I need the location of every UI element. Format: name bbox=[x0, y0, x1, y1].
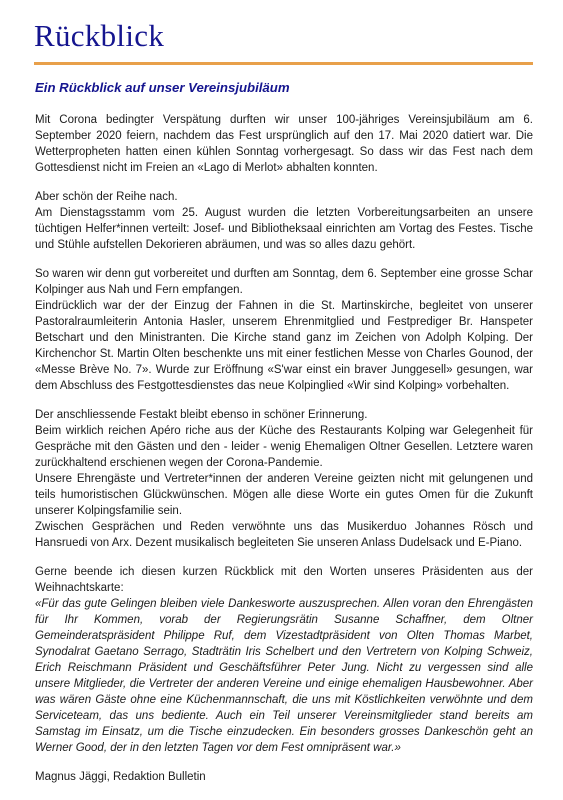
paragraph-line: So waren wir denn gut vorbereitet und durften am Sonntag, dem 6. September eine grosse Schar Kolpinger aus Nah und Fern empfangen. bbox=[35, 268, 533, 296]
paragraph-line: Mit Corona bedingter Verspätung durften wir unser 100-jähriges Vereinsjubiläum am 6. September 2020 feiern, nachdem das Fest ursprünglich auf den 17. Mai 2020 datiert war. Die Wetterpropheten hatten einen kühlen Sonntag vorhergesagt. So dass wir das Fest nach dem Gottesdienst nicht im Freien an «Lago di Merlot» abhalten konnten. bbox=[35, 114, 533, 174]
paragraph-line: Unsere Ehrengäste und Vertreter*innen der anderen Vereine geizten nicht mit gelungenen und teils humoristischen Glückwünschen. Mögen alle diese Worte ein gutes Omen für die Zukunft unserer Kolpingsfamilie sein. bbox=[35, 473, 533, 517]
paragraph-festakt bbox=[35, 407, 533, 551]
paragraph-line: Beim wirklich reichen Apéro riche aus der Küche des Restaurants Kolping war Gelegenheit für Gespräche mit den Gästen und den - leider - wenig Ehemaligen Oltner Gesellen. Letztere waren zurückhaltend erschienen wegen der Corona-Pandemie. bbox=[35, 425, 533, 469]
paragraph-line: Aber schön der Reihe nach. bbox=[35, 191, 178, 203]
paragraph-line: Der anschliessende Festakt bleibt ebenso in schöner Erinnerung. bbox=[35, 409, 368, 421]
article-subtitle: Ein Rückblick auf unser Vereinsjubiläum bbox=[35, 80, 290, 95]
closing-intro: Gerne beende ich diesen kurzen Rückblick mit den Worten unseres Präsidenten aus der Weihnachtskarte: bbox=[35, 566, 533, 594]
paragraph-preparation bbox=[35, 189, 533, 253]
paragraph-line: Zwischen Gesprächen und Reden verwöhnte uns das Musikerduo Johannes Rösch und Hansruedi von Arx. Dezent musikalisch begleiteten Sie unseren Anlass Dudelsack und E-Piano. bbox=[35, 521, 533, 549]
paragraph-intro bbox=[35, 112, 533, 176]
paragraph-closing bbox=[35, 564, 533, 756]
article-body bbox=[35, 80, 533, 798]
paragraph-line: Am Dienstagsstamm vom 25. August wurden die letzten Vorbereitungsarbeiten an unsere tüchtigen Helfer*innen verteilt: Josef- und Bibliotheksaal einrichten am Vortag des Festes. Tische und Stühle aufstellen Dekorieren abräumen, und was so alles dazu gehört. bbox=[35, 207, 533, 251]
title-underline bbox=[34, 62, 533, 65]
page-title: Rückblick bbox=[34, 18, 165, 53]
president-quote: «Für das gute Gelingen bleiben viele Dankesworte auszusprechen. Allen voran den Ehrengästen für Ihr Kommen, vorab der Regierungsrätin Susanne Schaffner, dem Oltner Gemeinderatspräsident Philippe Ruf, dem Vizestadtpräsident von Olten Thomas Marbet, Synodalrat Gaetano Serrago, Stadträtin Iris Schelbert und den Vertretern von Kolping Schweiz, Erich Reischmann Präsident und Geschäftsführer Peter Jung. Nicht zu vergessen sind alle unsere Mitglieder, die Vertreter der anderen Vereine und einige ehemaligen Hausbewohner. Aber was wären Gäste ohne eine Küchenmannschaft, die uns mit Köstlichkeiten verwöhnte und dem Serviceteam, das uns bediente. Auch ein Teil unserer Vereinsmitglieder stand bereits am Samstag im Einsatz, um die Tische einzudecken. Ein besonders grosses Dankeschön geht an Werner Good, der in den letzten Tagen vor dem Fest omnipräsent war.» bbox=[35, 598, 533, 754]
paragraph-church-service bbox=[35, 266, 533, 394]
paragraph-line: Eindrücklich war der der Einzug der Fahnen in die St. Martinskirche, begleitet von unserer Pastoralraumleiterin Antonia Hasler, unserem Ehrenmitglied und Festprediger Br. Hanspeter Betschart und den Ministranten. Die Kirche stand ganz im Zeichen von Adolph Kolping. Der Kirchenchor St. Martin Olten beschenkte uns mit einer festlichen Messe von Charles Gounod, der «Messe Brève No. 7». Wurde zur Eröffnung «S'war einst ein braver Junggesell» gesungen, war dem Abschluss des Festgottesdienstes das neue Kolpinglied «Wir sind Kolping» vorbehalten. bbox=[35, 300, 533, 392]
signature: Magnus Jäggi, Redaktion Bulletin bbox=[35, 771, 206, 783]
